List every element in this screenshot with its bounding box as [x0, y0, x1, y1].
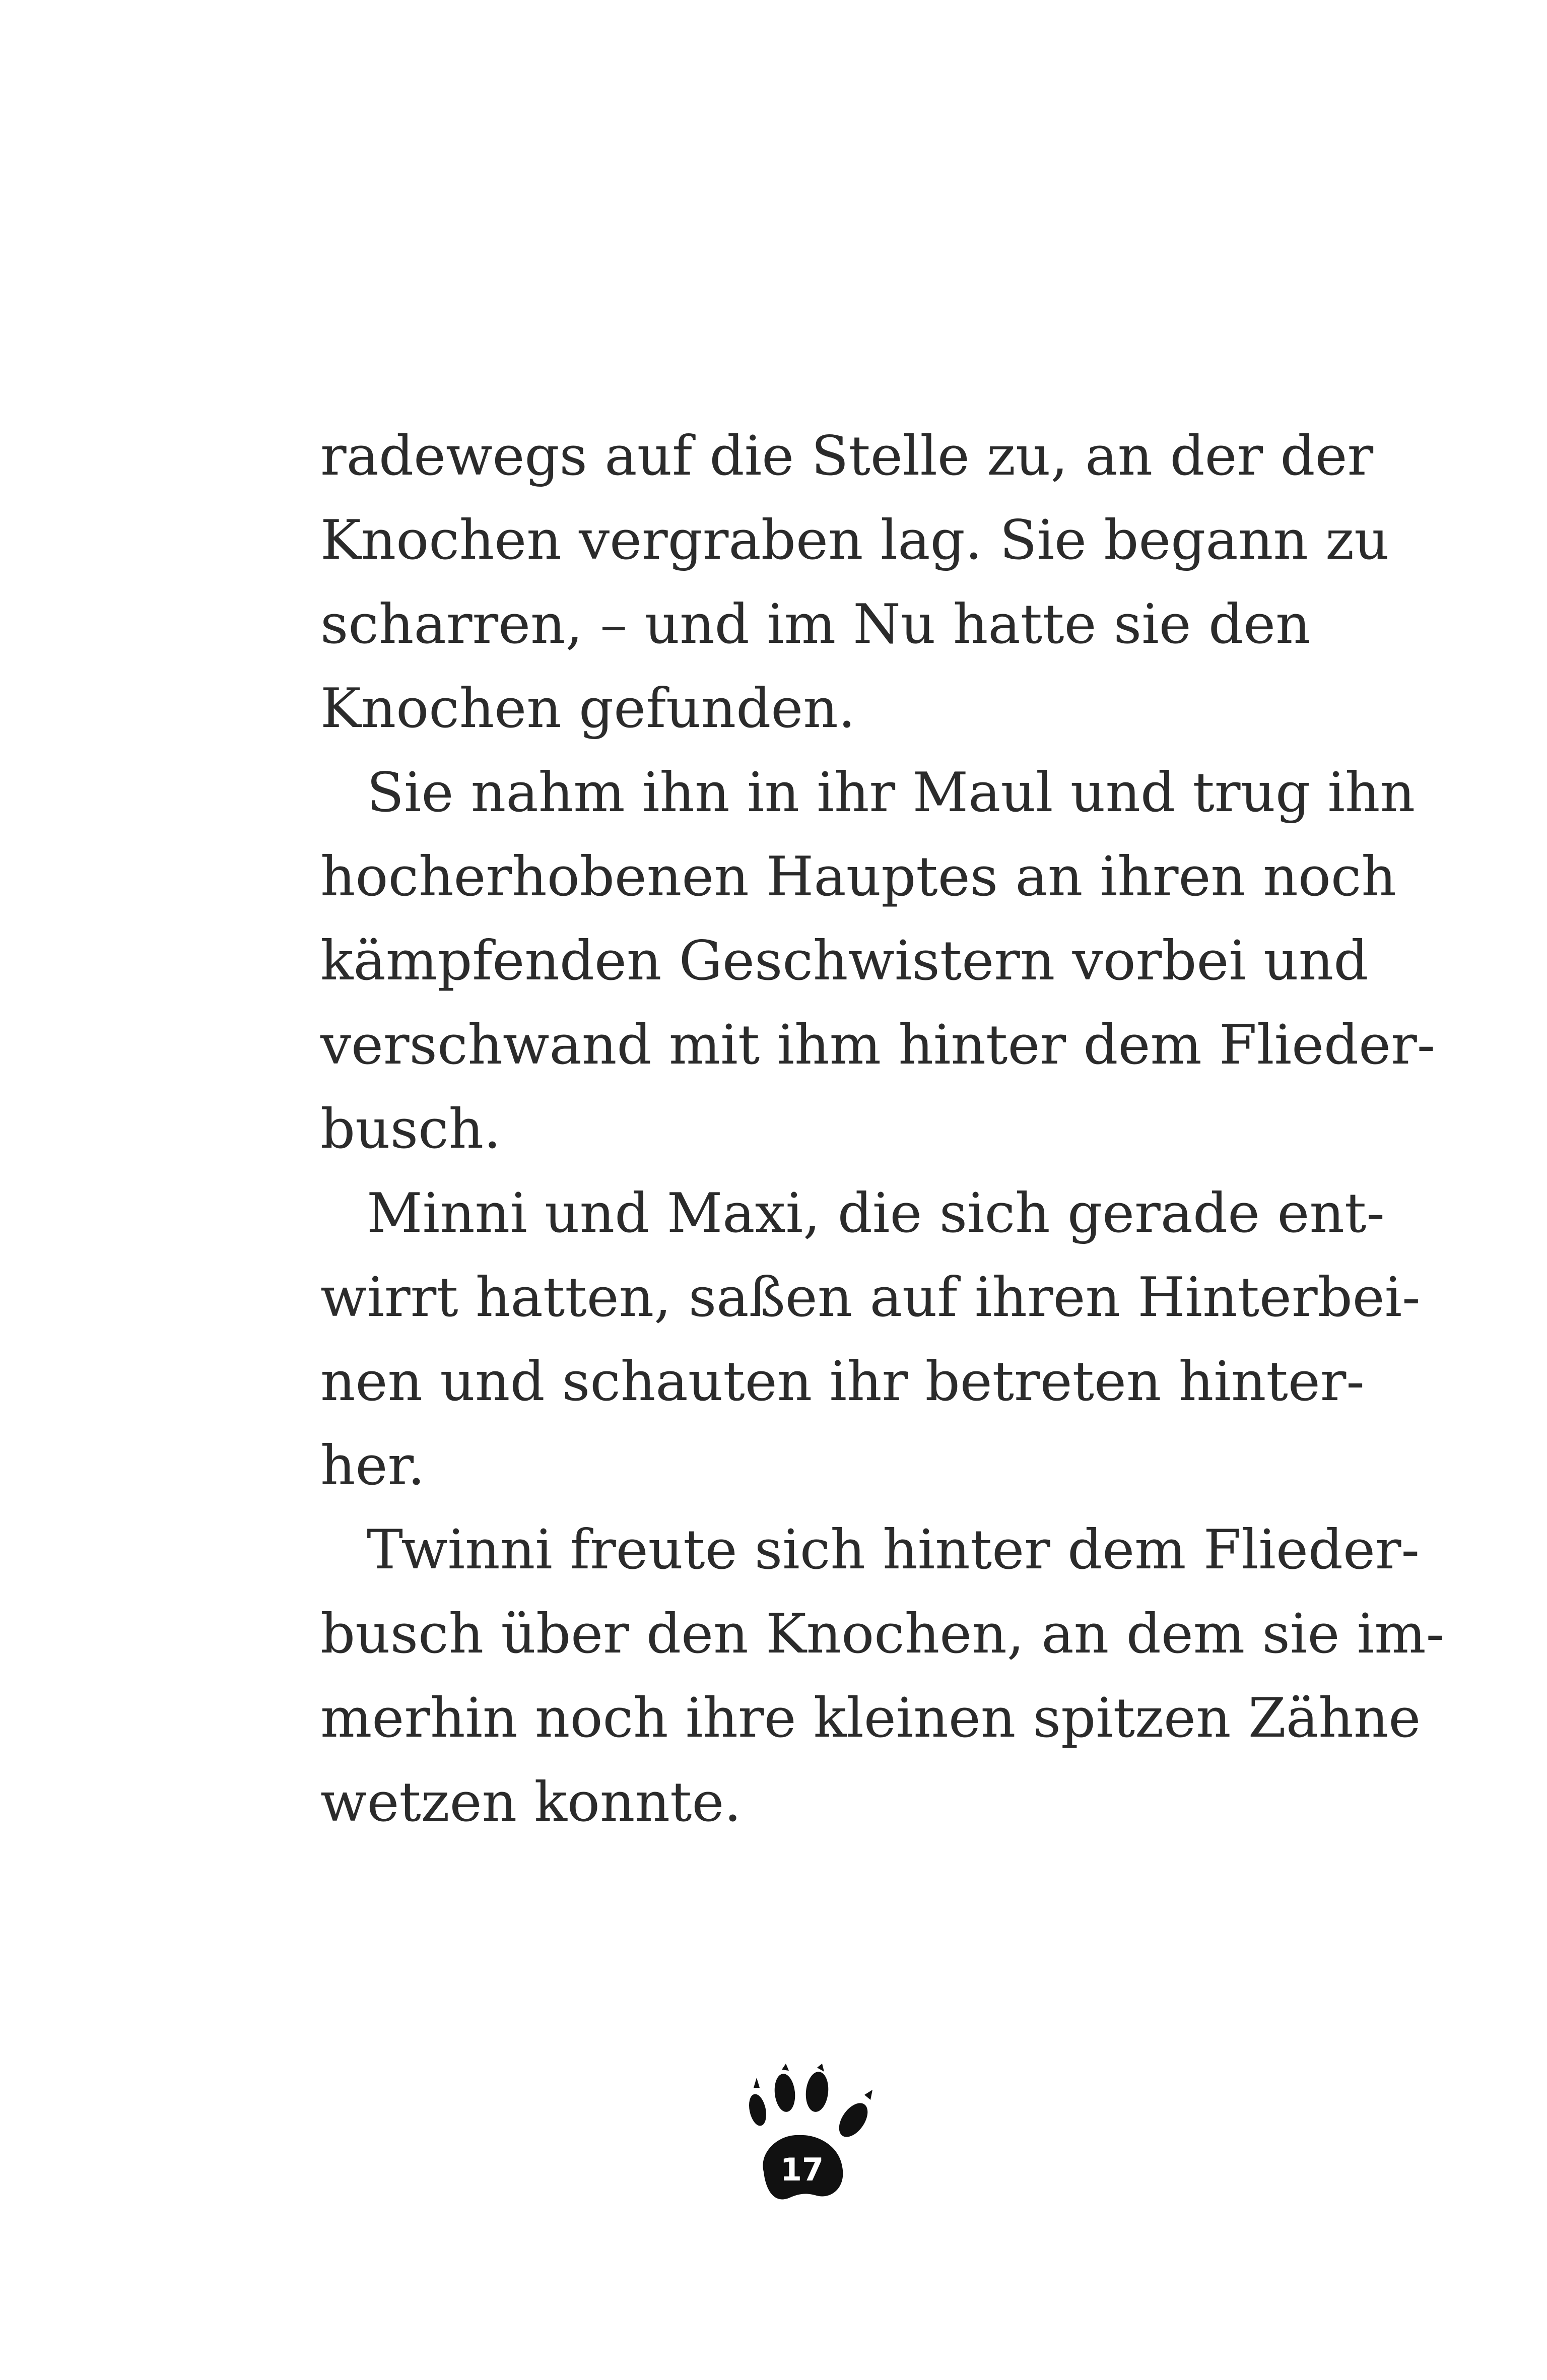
paragraph-3 — [320, 1171, 1421, 1508]
text-line: busch. — [320, 1098, 501, 1161]
page-number-folio — [744, 2064, 880, 2210]
body-text — [320, 414, 1445, 1844]
paragraph-1 — [320, 414, 1389, 751]
text-line: Knochen vergraben lag. Sie begann zu — [320, 509, 1389, 572]
text-line: busch über den Knochen, an dem sie im- — [320, 1603, 1445, 1666]
text-line: Sie nahm ihn in ihr Maul und trug ihn — [367, 761, 1416, 824]
text-line: verschwand mit ihm hinter dem Flieder- — [320, 1014, 1436, 1077]
text-line: scharren, – und im Nu hatte sie den — [320, 593, 1311, 656]
text-line: wirrt hatten, saßen auf ihren Hinterbei- — [320, 1266, 1421, 1329]
text-line: nen und schauten ihr betreten hinter- — [320, 1350, 1365, 1413]
text-line: hocherhobenen Hauptes an ihren noch — [320, 845, 1396, 908]
paw-print-icon — [744, 2064, 880, 2210]
page-number: 17 — [780, 2151, 824, 2188]
text-line: her. — [320, 1434, 425, 1497]
paragraph-2 — [320, 751, 1436, 1171]
text-line: Minni und Maxi, die sich gerade ent- — [367, 1182, 1385, 1245]
text-line: kämpfenden Geschwistern vorbei und — [320, 930, 1369, 993]
text-line: merhin noch ihre kleinen spitzen Zähne — [320, 1687, 1421, 1750]
text-line: radewegs auf die Stelle zu, an der der — [320, 425, 1374, 488]
text-line: wetzen konnte. — [320, 1771, 742, 1834]
text-line: Twinni freute sich hinter dem Flieder- — [367, 1518, 1420, 1581]
paragraph-4 — [320, 1508, 1445, 1844]
text-line: Knochen gefunden. — [320, 677, 856, 740]
